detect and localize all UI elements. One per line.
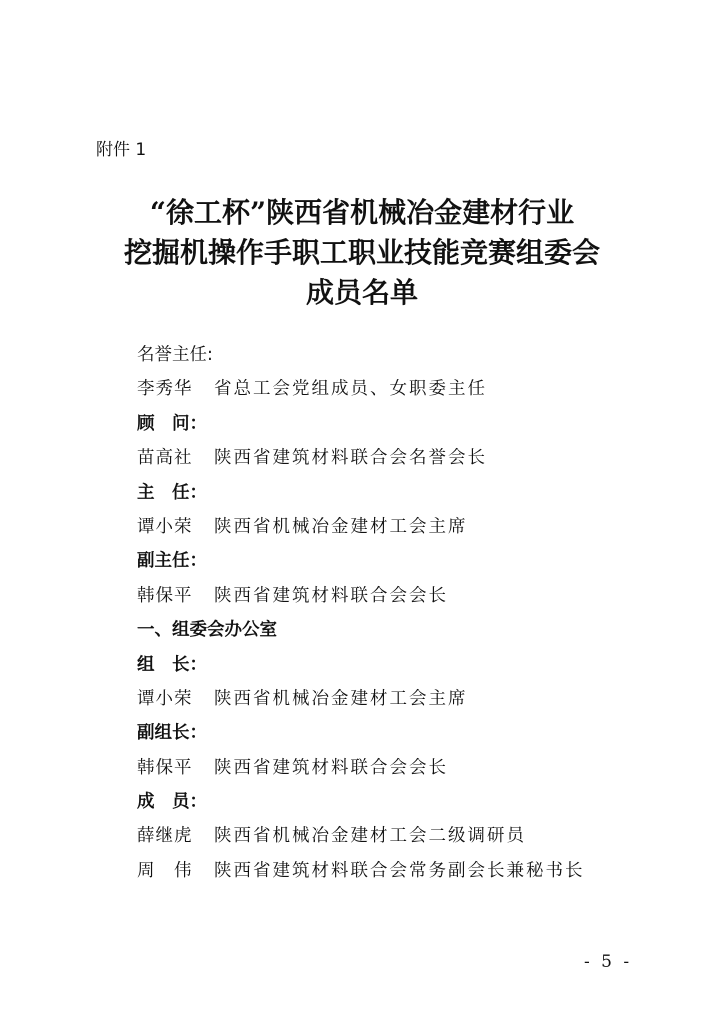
member-position: 陕西省建筑材料联合会常务副会长兼秘书长 (214, 860, 585, 881)
title-line-2: 挖掘机操作手职工职业技能竞赛组委会 (123, 236, 600, 269)
member-position: 省总工会党组成员、女职委主任 (214, 379, 487, 400)
member-position: 陕西省建筑材料联合会会长 (214, 757, 448, 778)
member-name: 谭小荣 (137, 516, 193, 537)
section-heading-members: 成 员： (137, 792, 207, 813)
section-heading-deputy-director: 副主任： (137, 551, 207, 572)
title-line-3: 成员名单 (305, 276, 418, 309)
member-position: 陕西省建筑材料联合会名誉会长 (214, 448, 487, 469)
office-section-title: 一、组委会办公室 (137, 620, 277, 641)
attachment-label: 附件 1 (96, 140, 147, 160)
member-row (137, 510, 697, 544)
member-name: 薛继虎 (137, 826, 193, 847)
member-list (137, 338, 697, 888)
member-position: 陕西省建筑材料联合会会长 (214, 585, 448, 606)
section-heading-director: 主 任： (137, 482, 207, 503)
member-row (137, 819, 697, 853)
member-name: 谭小荣 (137, 688, 193, 709)
member-row (137, 854, 697, 888)
section-heading-team-leader: 组 长： (137, 654, 207, 675)
member-row (137, 372, 697, 406)
member-name: 韩保平 (137, 757, 193, 778)
member-name: 苗高社 (137, 448, 193, 469)
page-number: - 5 - (584, 952, 633, 972)
member-row (137, 751, 697, 785)
member-name: 周 伟 (137, 860, 193, 881)
member-position: 陕西省机械冶金建材工会主席 (214, 516, 468, 537)
member-position: 陕西省机械冶金建材工会主席 (214, 688, 468, 709)
member-row (137, 682, 697, 716)
title-line-1: “徐工杯”陕西省机械冶金建材行业 (149, 196, 575, 229)
document-title (0, 193, 724, 313)
section-heading-advisor: 顾 问： (137, 413, 207, 434)
member-name: 李秀华 (137, 379, 193, 400)
member-name: 韩保平 (137, 585, 193, 606)
member-row (137, 579, 697, 613)
member-row (137, 441, 697, 475)
member-position: 陕西省机械冶金建材工会二级调研员 (214, 826, 526, 847)
section-heading-deputy-leader: 副组长： (137, 723, 207, 744)
section-heading-honorary-director: 名誉主任: (137, 345, 213, 365)
